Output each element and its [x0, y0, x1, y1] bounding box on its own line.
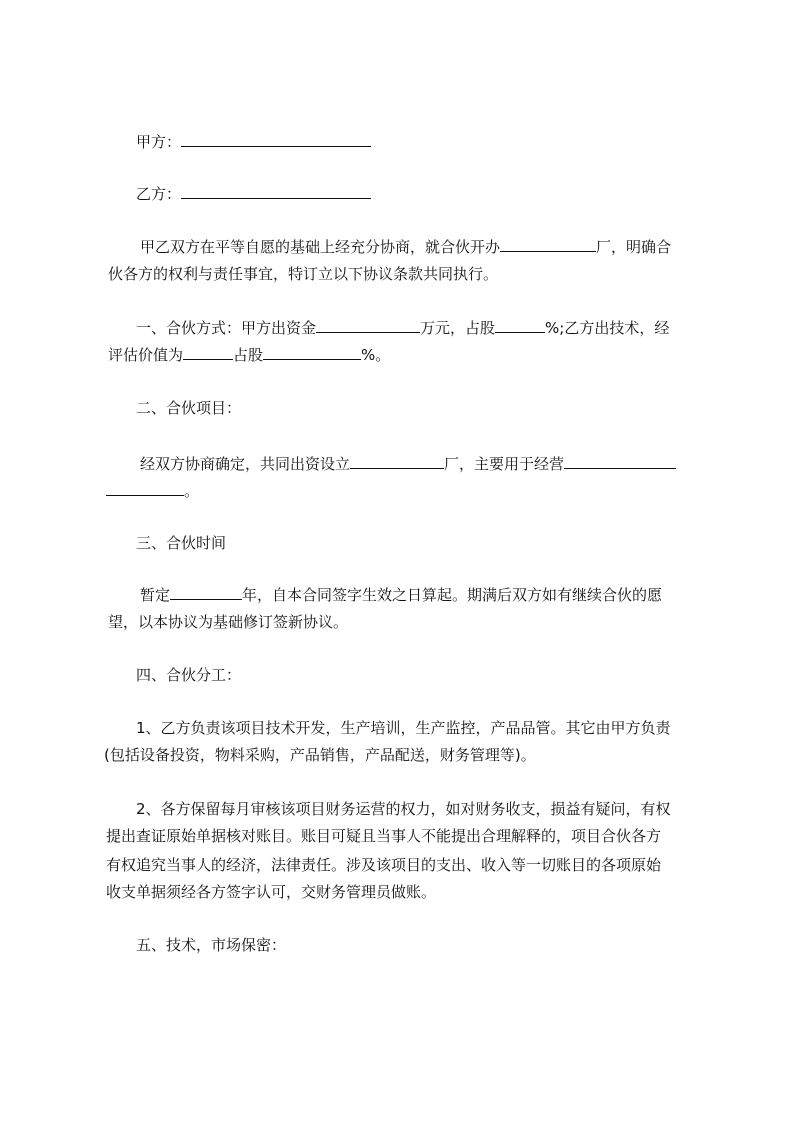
party-a-line [136, 132, 738, 152]
capital-amount-blank[interactable] [316, 318, 420, 333]
s2-text-2-end: 。 [184, 482, 200, 500]
s1-text-2c: %。 [361, 346, 391, 364]
party-b-share-blank[interactable] [263, 345, 361, 360]
s4-p1-text-1: 1、乙方负责该项目技术开发，生产培训，生产监控，产品品管。其它由甲方负责 [136, 719, 671, 737]
party-a-label: 甲方： [136, 133, 182, 151]
s4-p2-text-1: 2、各方保留每月审核该项目财务运营的权力，如对财务收支，损益有疑问，有权 [136, 800, 671, 818]
section-1-line-2 [108, 345, 710, 365]
intro-text-1a: 甲乙双方在平等自愿的基础上经充分协商，就合伙开办 [140, 238, 501, 256]
s1-text-2b: 占股 [233, 346, 264, 364]
intro-text-2: 伙各方的权利与责任事宜，特订立以下协议条款共同执行。 [108, 265, 499, 283]
party-b-line [136, 184, 738, 204]
section-4-p1-line-2 [104, 745, 706, 765]
section-4-heading [136, 665, 738, 685]
section-4-p2-line-4 [106, 882, 708, 902]
section-5-heading [136, 935, 738, 955]
section-4-p2-line-3 [106, 855, 708, 875]
party-b-blank[interactable] [181, 184, 371, 199]
section-3-line-2 [108, 612, 710, 632]
s1-text-1c: %;乙方出技术，经 [545, 319, 670, 337]
s1-text-1a: 一、合伙方式：甲方出资金 [136, 319, 317, 337]
s3-text-1b: 年，自本合同签字生效之日算起。期满后双方如有继续合伙的愿 [242, 586, 663, 604]
factory-setup-blank[interactable] [350, 454, 444, 469]
s4-p2-text-4: 收支单据须经各方签字认可，交财务管理员做账。 [106, 883, 437, 901]
section-4-p1-line-1 [136, 718, 738, 738]
s3-text-1a: 暂定 [140, 586, 171, 604]
s4-p2-text-2: 提出查证原始单据核对账目。账目可疑且当事人不能提出合理解释的，项目合伙各方 [106, 827, 662, 845]
s3-text-2: 望，以本协议为基础修订签新协议。 [108, 613, 349, 631]
party-a-blank[interactable] [181, 132, 371, 147]
section-2-line-2 [106, 481, 708, 501]
section-4-p2-line-1 [136, 799, 738, 819]
term-years-blank[interactable] [170, 585, 242, 600]
section-2-heading [136, 398, 738, 418]
party-b-label: 乙方： [136, 185, 182, 203]
section-3-heading [136, 533, 738, 553]
s4-p1-text-2: (包括设备投资，物料采购，产品销售，产品配送，财务管理等)。 [104, 746, 536, 764]
section-4-p2-line-2 [106, 826, 708, 846]
s2-heading-text: 二、合伙项目： [136, 399, 242, 417]
factory-name-blank[interactable] [500, 237, 596, 252]
s5-heading-text: 五、技术，市场保密： [136, 936, 287, 954]
s4-p2-text-3: 有权追究当事人的经济，法律责任。涉及该项目的支出、收入等一切账目的各项原始 [106, 856, 662, 874]
party-a-share-blank[interactable] [495, 318, 545, 333]
section-2-line-1 [140, 454, 742, 474]
s4-heading-text: 四、合伙分工： [136, 666, 242, 684]
business-scope-blank-1[interactable] [564, 454, 676, 469]
s2-text-1a: 经双方协商确定，共同出资设立 [140, 455, 351, 473]
intro-line-2 [108, 264, 710, 284]
intro-text-1b: 厂，明确合 [596, 238, 672, 256]
s1-text-2a: 评估价值为 [108, 346, 184, 364]
s1-text-1b: 万元，占股 [420, 319, 496, 337]
business-scope-blank-2[interactable] [106, 481, 184, 496]
section-3-line-1 [140, 585, 742, 605]
s3-heading-text: 三、合伙时间 [136, 534, 227, 552]
section-1-line-1 [136, 318, 738, 338]
tech-value-blank[interactable] [183, 345, 233, 360]
s2-text-1b: 厂，主要用于经营 [444, 455, 565, 473]
intro-line-1 [140, 237, 742, 257]
